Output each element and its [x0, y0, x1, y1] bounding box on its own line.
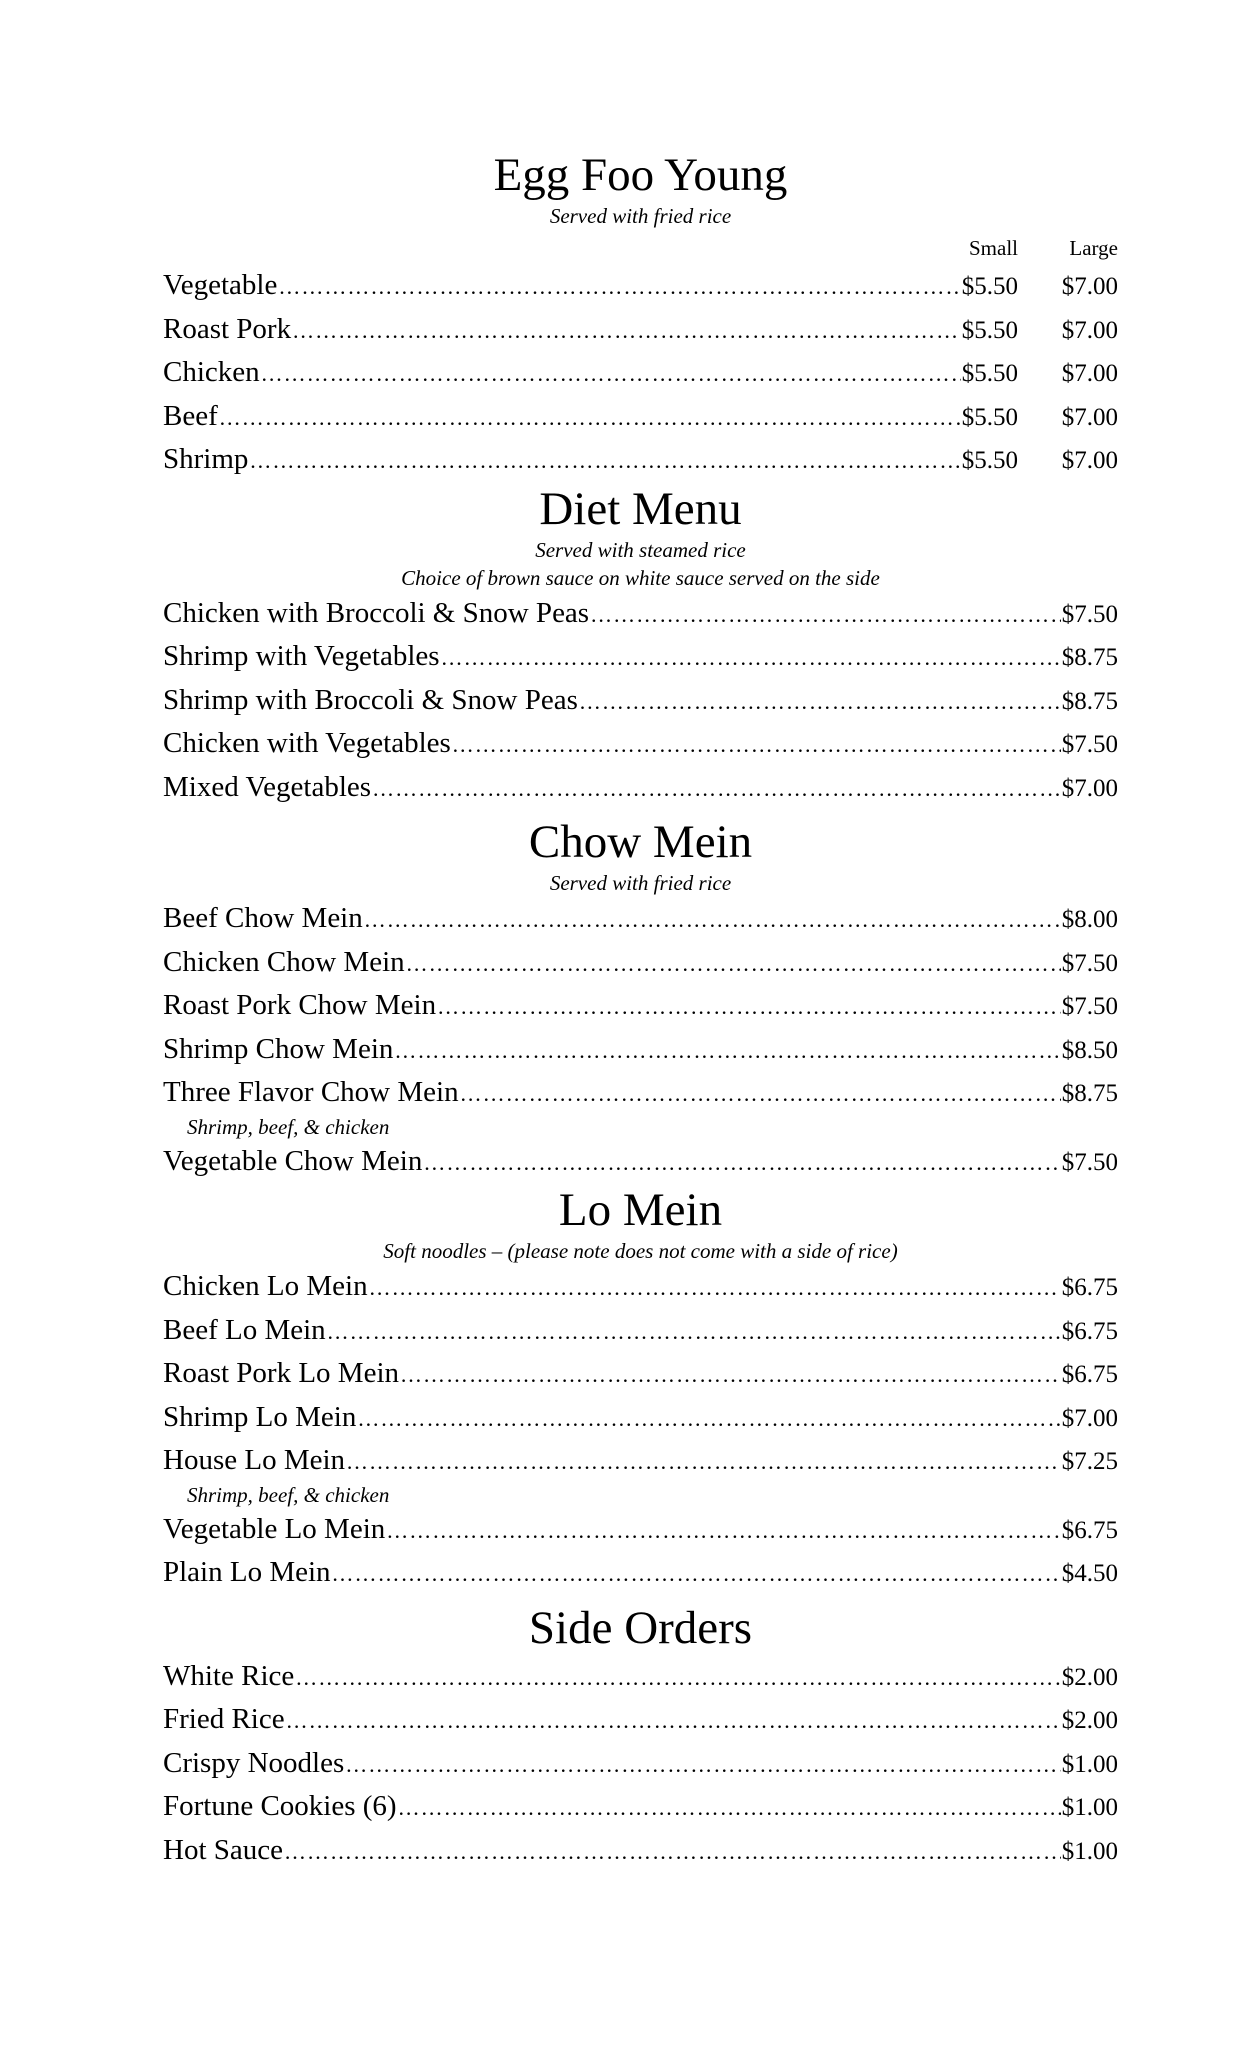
- dot-leader: [261, 352, 961, 396]
- dot-leader: [295, 1656, 1060, 1700]
- menu-item: [163, 1352, 1118, 1396]
- item-price-small: $5.50: [961, 273, 1018, 300]
- dot-leader: [369, 1266, 1061, 1310]
- dot-leader: [386, 1509, 1060, 1553]
- item-name: Roast Pork Lo Mein: [163, 1357, 400, 1389]
- item-price: $7.50: [1061, 600, 1118, 628]
- item-price: $8.00: [1061, 906, 1118, 933]
- item-name: Hot Sauce: [163, 1833, 283, 1866]
- section-title: Diet Menu: [539, 482, 742, 535]
- section-title: Egg Foo Young: [493, 149, 788, 201]
- menu-item: [163, 1439, 1118, 1483]
- section-title: Side Orders: [528, 1601, 753, 1654]
- item-price: $7.50: [1061, 993, 1118, 1020]
- item-name: Three Flavor Chow Mein: [163, 1076, 459, 1108]
- item-name: Fried Rice: [163, 1703, 285, 1735]
- dot-leader: [400, 1353, 1061, 1397]
- dot-leader: [423, 1141, 1060, 1185]
- item-name: Mixed Vegetables: [163, 770, 372, 803]
- item-price: $8.50: [1061, 1036, 1118, 1064]
- menu-item: [163, 1028, 1118, 1072]
- item-price: $7.00: [1061, 774, 1118, 802]
- item-price-large: $7.00: [1061, 403, 1118, 431]
- item-price-large: $7.00: [1061, 447, 1118, 474]
- dot-leader: [398, 1786, 1061, 1830]
- item-price: $8.75: [1061, 1080, 1118, 1107]
- item-name: Chicken: [163, 356, 260, 388]
- item-name: Chicken Chow Mein: [163, 945, 405, 978]
- item-name: Shrimp with Vegetables: [163, 640, 440, 672]
- item-name: Shrimp with Broccoli & Snow Peas: [163, 683, 578, 716]
- item-price: $6.75: [1061, 1317, 1118, 1345]
- dot-leader: [286, 1699, 1061, 1743]
- dot-leader: [372, 767, 1061, 811]
- item-name: Shrimp: [163, 443, 249, 475]
- item-name: Chicken Lo Mein: [163, 1270, 368, 1302]
- dot-leader: [346, 1440, 1061, 1484]
- item-name: Beef: [163, 399, 218, 432]
- section-subtitle: Served with fried rice: [549, 871, 732, 895]
- item-price: $6.75: [1061, 1516, 1118, 1544]
- item-price: $7.50: [1061, 1148, 1118, 1176]
- menu-item: [163, 395, 1118, 439]
- menu-item: [163, 635, 1118, 679]
- item-price-small: $5.50: [961, 403, 1018, 431]
- menu-item: [163, 984, 1118, 1028]
- section-title: Lo Mein: [558, 1184, 723, 1236]
- item-price: $2.00: [1061, 1707, 1118, 1734]
- item-name: Shrimp Chow Mein: [163, 1032, 394, 1065]
- item-price: $7.50: [1061, 731, 1118, 758]
- size-header: [163, 230, 1118, 264]
- item-price: $8.75: [1061, 687, 1118, 715]
- item-name: House Lo Mein: [163, 1444, 346, 1476]
- section-lo-mein: [163, 1183, 1118, 1595]
- item-note: Shrimp, beef, & chicken: [187, 1482, 390, 1507]
- menu-item: [163, 592, 1118, 636]
- dot-leader: [364, 898, 1061, 942]
- section-subtitle: Soft noodles – (please note does not come with a side of rice): [383, 1239, 898, 1263]
- item-name: Roast Pork: [163, 312, 292, 345]
- menu-item: [163, 1829, 1118, 1873]
- section-subtitle: Served with fried rice: [549, 204, 732, 228]
- dot-leader: [327, 1310, 1061, 1354]
- item-price-large: $7.00: [1061, 316, 1118, 344]
- menu-item: [163, 308, 1118, 352]
- item-price-small: $5.50: [961, 316, 1018, 344]
- section-chow-mein: [163, 815, 1118, 1183]
- item-price: $4.50: [1061, 1560, 1118, 1587]
- item-price: $7.50: [1061, 949, 1118, 977]
- dot-leader: [406, 942, 1061, 986]
- menu-item: [163, 722, 1118, 766]
- item-price-small: $5.50: [961, 447, 1018, 474]
- dot-leader: [249, 439, 960, 483]
- dot-leader: [460, 1072, 1061, 1116]
- menu-item: [163, 1396, 1118, 1440]
- item-name: Shrimp Lo Mein: [163, 1400, 357, 1433]
- item-price-large: $7.00: [1061, 273, 1118, 300]
- item-name: White Rice: [163, 1659, 295, 1692]
- dot-leader: [437, 985, 1061, 1029]
- menu-item: [163, 1785, 1118, 1829]
- dot-leader: [357, 1397, 1060, 1441]
- section-egg-foo-young: [163, 148, 1118, 482]
- menu-item: [163, 1071, 1118, 1115]
- menu-item: [163, 438, 1118, 482]
- menu-item: [163, 766, 1118, 810]
- menu-item: [163, 1698, 1118, 1742]
- dot-leader: [452, 723, 1061, 767]
- menu-item: [163, 351, 1118, 395]
- item-note: Shrimp, beef, & chicken: [187, 1114, 390, 1139]
- item-price: $1.00: [1061, 1750, 1118, 1778]
- item-price: $6.75: [1061, 1361, 1118, 1388]
- dot-leader: [278, 265, 960, 309]
- menu-item: [163, 1265, 1118, 1309]
- item-price: $7.25: [1061, 1448, 1118, 1475]
- item-name: Fortune Cookies (6): [163, 1790, 397, 1822]
- dot-leader: [332, 1552, 1061, 1596]
- item-price: $7.00: [1061, 1404, 1118, 1432]
- large-size-label: Large: [1069, 236, 1118, 260]
- dot-leader: [579, 680, 1061, 724]
- menu-item: [163, 1551, 1118, 1595]
- dot-leader: [394, 1029, 1060, 1073]
- small-size-label: Small: [968, 236, 1018, 260]
- section-subtitle: Served with steamed rice: [535, 537, 746, 562]
- dot-leader: [590, 593, 1061, 637]
- dot-leader: [219, 396, 961, 440]
- menu-item: [163, 1742, 1118, 1786]
- dot-leader: [441, 636, 1061, 680]
- menu-item: [163, 1140, 1118, 1184]
- section-subtitle: Choice of brown sauce on white sauce served on the side: [401, 565, 880, 590]
- item-name: Beef Lo Mein: [163, 1313, 326, 1346]
- menu-item: [163, 1655, 1118, 1699]
- item-price: $8.75: [1061, 644, 1118, 671]
- dot-leader: [345, 1743, 1061, 1787]
- section-side-orders: [163, 1601, 1118, 1873]
- item-name: Chicken with Broccoli & Snow Peas: [163, 596, 590, 629]
- item-name: Plain Lo Mein: [163, 1556, 331, 1588]
- dot-leader: [284, 1830, 1061, 1874]
- item-price-large: $7.00: [1061, 360, 1118, 387]
- menu-item: [163, 1508, 1118, 1552]
- item-price: $6.75: [1061, 1274, 1118, 1301]
- item-name: Vegetable Lo Mein: [163, 1512, 386, 1545]
- item-name: Chicken with Vegetables: [163, 727, 451, 759]
- section-title: Chow Mein: [528, 816, 753, 868]
- item-name: Beef Chow Mein: [163, 902, 363, 934]
- menu-page: [163, 148, 1118, 1872]
- item-price: $2.00: [1061, 1663, 1118, 1691]
- item-price: $1.00: [1061, 1794, 1118, 1821]
- item-name: Crispy Noodles: [163, 1746, 345, 1779]
- menu-item: [163, 941, 1118, 985]
- item-name: Roast Pork Chow Mein: [163, 989, 437, 1021]
- item-name: Vegetable Chow Mein: [163, 1144, 423, 1177]
- menu-item: [163, 679, 1118, 723]
- menu-item: [163, 1309, 1118, 1353]
- item-price: $1.00: [1061, 1837, 1118, 1865]
- menu-item: [163, 264, 1118, 308]
- item-price-small: $5.50: [961, 360, 1018, 387]
- section-diet-menu: [163, 482, 1118, 810]
- dot-leader: [292, 309, 961, 353]
- menu-item: [163, 897, 1118, 941]
- item-name: Vegetable: [163, 269, 278, 301]
